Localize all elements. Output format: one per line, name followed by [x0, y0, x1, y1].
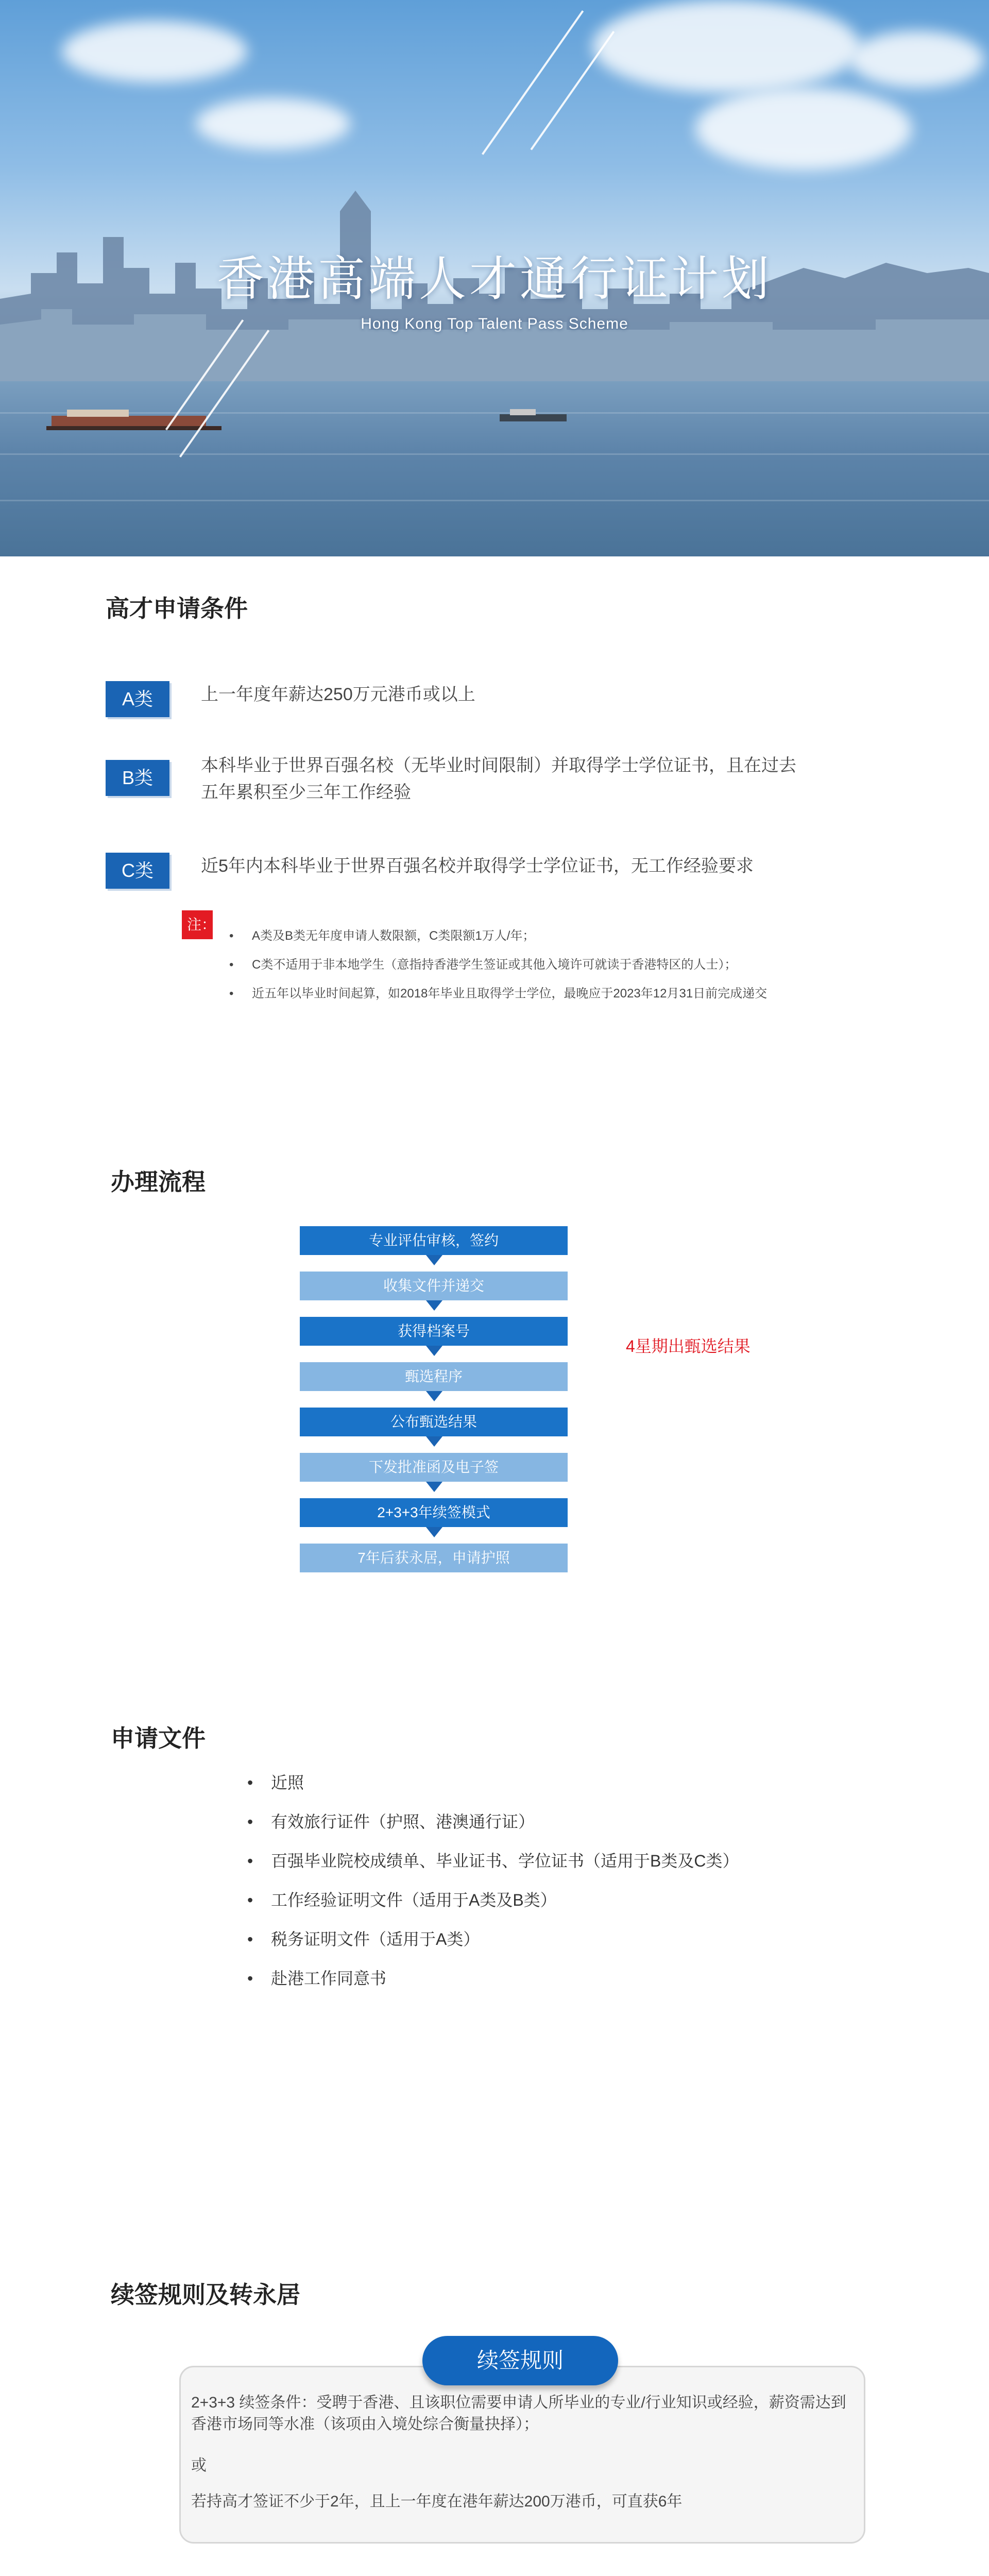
section-title-documents: 申请文件	[111, 1725, 206, 1752]
section-title-renewal: 续签规则及转永居	[111, 2281, 300, 2308]
note-label: 注：	[182, 910, 213, 939]
documents-list	[247, 1772, 739, 2007]
document-item: • 百强毕业院校成绩单、毕业证书、学位证书（适用于B类及C类）	[247, 1851, 739, 1871]
renewal-rules-pill: 续签规则	[422, 2336, 618, 2385]
document-item: • 工作经验证明文件（适用于A类及B类）	[247, 1890, 739, 1910]
hero-subtitle: Hong Kong Top Talent Pass Scheme	[361, 315, 628, 332]
cloud	[695, 88, 912, 170]
ferry-boat	[46, 404, 221, 435]
hero-title: 香港高端人才通行证计划	[216, 253, 772, 306]
notes-list	[229, 927, 827, 1014]
condition-b-text: 本科毕业于世界百强名校（无毕业时间限制）并取得学士学位证书，且在过去五年累积至少三年工作经验	[201, 756, 796, 802]
note-item: • C类不适用于非本地学生（意指持香港学生签证或其他入境许可就读于香港特区的人士）；	[229, 956, 827, 974]
renewal-condition-text: 2+3+3 续签条件：受聘于香港、且该职位需要申请人所毕业的专业/行业知识或经验，薪资需达到香港市场同等水准（该项由入境处综合衡量抉择）；	[191, 2394, 846, 2433]
condition-c-text: 近5年内本科毕业于世界百强名校并取得学士学位证书，无工作经验要求	[201, 856, 754, 876]
ripple	[0, 453, 989, 455]
note-item: • A类及B类无年度申请人数限额，C类限额1万人/年；	[229, 927, 827, 945]
cloud	[62, 21, 247, 82]
flow-arrow	[426, 1255, 442, 1265]
ripple	[0, 500, 989, 501]
cloud	[850, 31, 984, 88]
renewal-or-text: 或	[191, 2457, 207, 2474]
flow-step-6: 下发批准函及电子签	[300, 1453, 568, 1482]
renewal-rules-card	[179, 2366, 865, 2544]
badge-b: B类	[106, 760, 169, 796]
section-title-process: 办理流程	[111, 1168, 206, 1195]
condition-a-text: 上一年度年薪达250万元港币或以上	[201, 685, 475, 704]
document-item: • 税务证明文件（适用于A类）	[247, 1929, 739, 1950]
hero-banner	[0, 0, 989, 556]
renewal-alt-text: 若持高才签证不少于2年，且上一年度在港年薪达200万港币，可直获6年	[191, 2493, 683, 2510]
cloud	[592, 0, 860, 93]
cloud	[196, 98, 350, 149]
flow-step-8: 7年后获永居，申请护照	[300, 1544, 568, 1572]
flow-step-2: 收集文件并递交	[300, 1272, 568, 1300]
document-item: • 有效旅行证件（护照、港澳通行证）	[247, 1811, 739, 1832]
flow-step-4: 甄选程序	[300, 1362, 568, 1391]
document-item: • 赴港工作同意书	[247, 1968, 739, 1989]
flow-arrow	[426, 1436, 442, 1447]
flow-arrow	[426, 1391, 442, 1401]
flow-arrow	[426, 1346, 442, 1356]
document-item: • 近照	[247, 1772, 739, 1793]
flow-step-1: 专业评估审核，签约	[300, 1226, 568, 1255]
section-title-conditions: 高才申请条件	[106, 595, 248, 622]
badge-c: C类	[106, 853, 169, 889]
note-item: • 近五年以毕业时间起算，如2018年毕业且取得学士学位，最晚应于2023年12月31日前完成递交	[229, 985, 827, 1003]
flow-arrow	[426, 1482, 442, 1492]
flow-side-note: 4星期出甄选结果	[626, 1337, 751, 1355]
badge-a: A类	[106, 681, 169, 717]
flow-step-3: 获得档案号	[300, 1317, 568, 1346]
flow-arrow	[426, 1300, 442, 1311]
flow-arrow	[426, 1527, 442, 1537]
flow-step-5: 公布甄选结果	[300, 1408, 568, 1436]
flow-step-7: 2+3+3年续签模式	[300, 1498, 568, 1527]
small-boat	[494, 407, 577, 428]
